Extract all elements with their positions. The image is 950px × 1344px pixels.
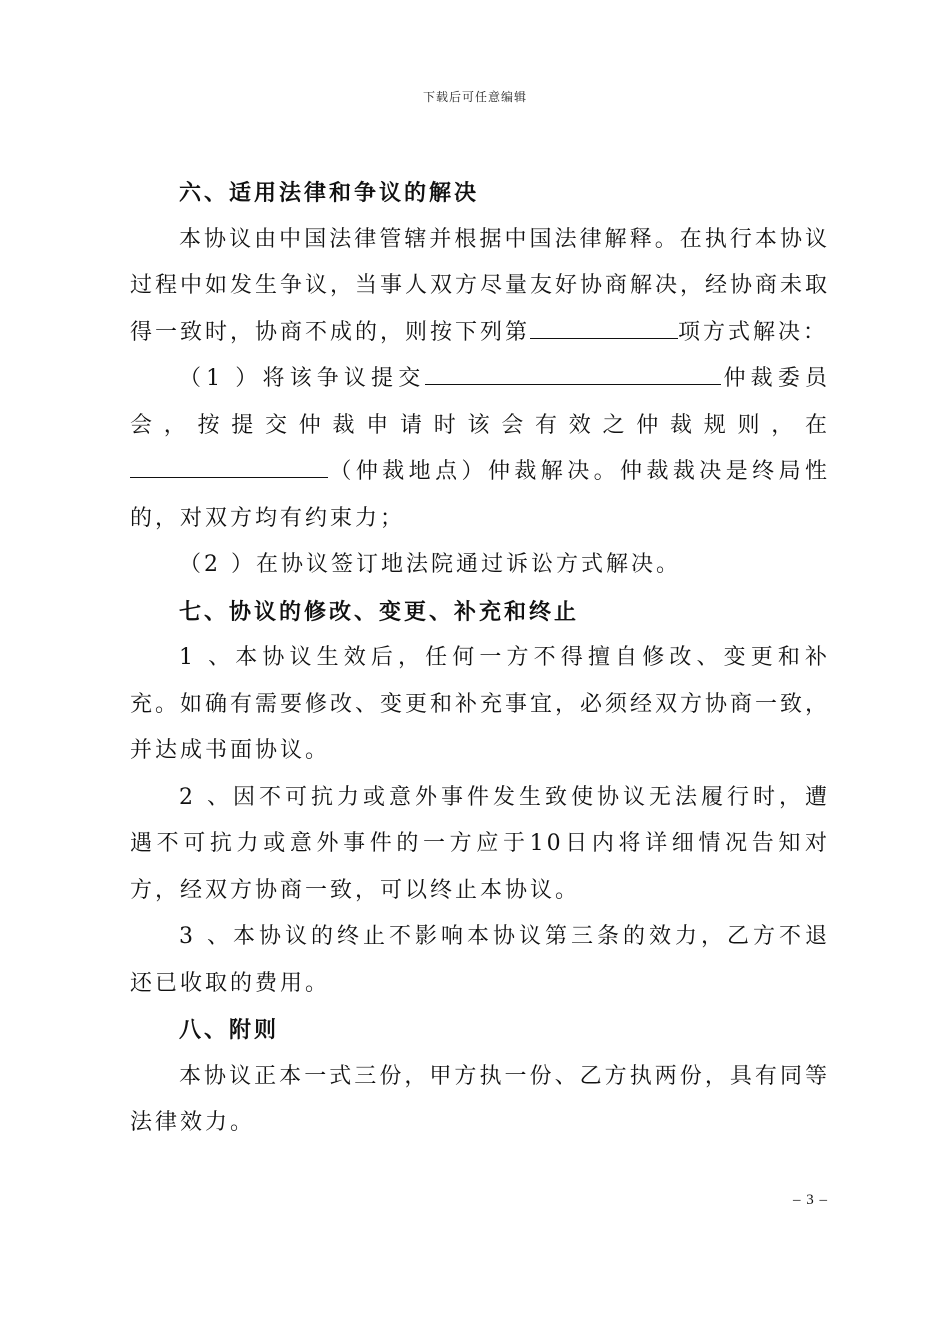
option-1-paragraph <box>130 356 830 542</box>
section-8-paragraph: 本协议正本一式三份，甲方执一份、乙方执两份，具有同等法律效力。 <box>130 1063 830 1135</box>
section-7-item-3: 3 、本协议的终止不影响本协议第三条的效力，乙方不退还已收取的费用。 <box>130 924 830 996</box>
section-6-paragraph <box>130 217 830 357</box>
option-2-paragraph: （2 ）在协议签订地法院通过诉讼方式解决。 <box>179 552 681 577</box>
section-7-item-2: 2 、因不可抗力或意外事件发生致使协议无法履行时，遭遇不可抗力或意外事件的一方应于10日内将详细情况告知对方，经双方协商一致，可以终止本协议。 <box>130 784 830 903</box>
section-8-heading: 八、附则 <box>179 1017 280 1043</box>
option-1-text-a: （1 ）将该争议提交 <box>179 366 426 391</box>
section-6-heading: 六、适用法律和争议的解决 <box>179 180 480 206</box>
arbitration-commission-blank <box>425 358 721 385</box>
page-number: – 3 – <box>793 1192 828 1208</box>
option-1-text-c: （仲裁地点）仲裁解决。仲裁裁决是终局性的，对双方均有约束力； <box>130 459 830 531</box>
arbitration-place-blank <box>130 451 328 478</box>
section-6-text-b: 项方式解决： <box>678 319 829 345</box>
option-number-blank <box>530 312 678 339</box>
header-note: 下载后可任意编辑 <box>422 90 527 104</box>
section-7-item-1: 1 、本协议生效后，任何一方不得擅自修改、变更和补充。如确有需要修改、变更和补充事宜，必须经双方协商一致，并达成书面协议。 <box>130 645 831 763</box>
section-6-text-a: 本协议由中国法律管辖并根据中国法律解释。在执行本协议过程中如发生争议，当事人双方尽量友好协商解决，经协商未取得一致时，协商不成的，则按下列第 <box>130 226 831 345</box>
document-body <box>130 170 830 1147</box>
option-1-text-b: 仲裁委员会，按提交仲裁申请时该会有效之仲裁规则，在 <box>130 366 830 438</box>
section-7-heading: 七、协议的修改、变更、补充和终止 <box>179 598 580 625</box>
